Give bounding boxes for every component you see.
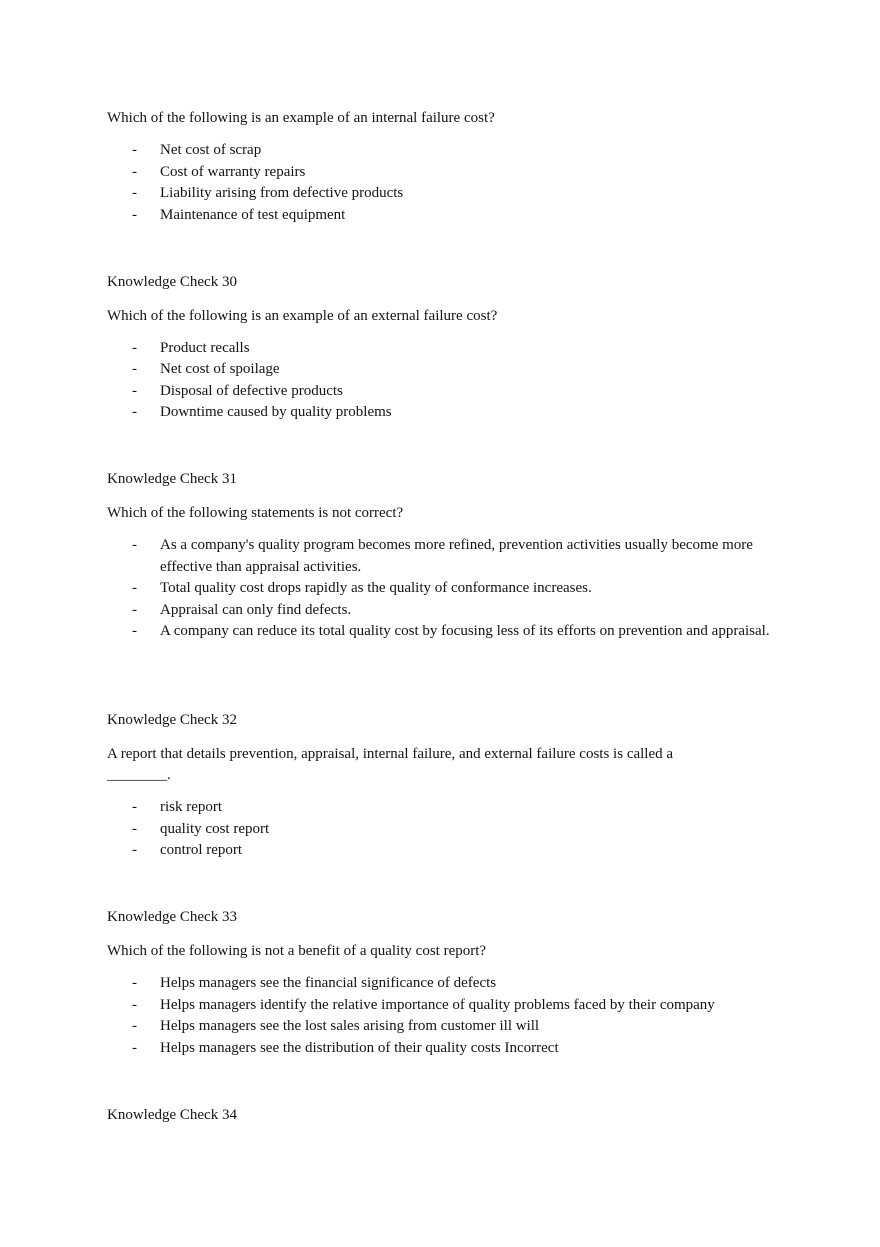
- option-text: Helps managers see the distribution of their quality costs Incorrect: [160, 1040, 559, 1056]
- option-text: Net cost of spoilage: [160, 361, 280, 377]
- option-text: A company can reduce its total quality cost by focusing less of its efforts on prevention and appraisal.: [160, 623, 770, 639]
- bullet-dash: -: [132, 537, 137, 553]
- bullet-dash: -: [132, 997, 137, 1013]
- option-item: [107, 578, 787, 600]
- option-item: [107, 600, 787, 622]
- option-item: [107, 162, 787, 184]
- section-heading: Knowledge Check 34: [107, 1107, 237, 1123]
- bullet-dash: -: [132, 361, 137, 377]
- question-text-continued: ________.: [107, 767, 171, 783]
- section-heading: Knowledge Check 30: [107, 274, 237, 290]
- option-item: [107, 797, 787, 819]
- bullet-dash: -: [132, 1040, 137, 1056]
- option-text: Cost of warranty repairs: [160, 164, 306, 180]
- bullet-dash: -: [132, 164, 137, 180]
- option-item: [107, 840, 787, 862]
- bullet-dash: -: [132, 142, 137, 158]
- option-item: [107, 1016, 787, 1038]
- option-text: Liability arising from defective products: [160, 185, 404, 201]
- option-text: Appraisal can only find defects.: [160, 602, 352, 618]
- bullet-dash: -: [132, 975, 137, 991]
- option-text: quality cost report: [160, 821, 270, 837]
- option-item: [107, 973, 787, 995]
- option-item: [107, 535, 787, 578]
- option-text: Net cost of scrap: [160, 142, 262, 158]
- option-item: [107, 995, 787, 1017]
- question-text: A report that details prevention, appraisal, internal failure, and external failure costs is called a: [107, 746, 674, 762]
- option-item: [107, 359, 787, 381]
- section-heading: Knowledge Check 32: [107, 712, 237, 728]
- bullet-dash: -: [132, 580, 137, 596]
- option-item: [107, 183, 787, 205]
- option-text: Maintenance of test equipment: [160, 207, 346, 223]
- bullet-dash: -: [132, 821, 137, 837]
- option-text: Downtime caused by quality problems: [160, 404, 392, 420]
- question-text: Which of the following statements is not correct?: [107, 505, 404, 521]
- section-heading: Knowledge Check 31: [107, 471, 237, 487]
- option-text: Disposal of defective products: [160, 383, 343, 399]
- bullet-dash: -: [132, 623, 137, 639]
- bullet-dash: -: [132, 404, 137, 420]
- bullet-dash: -: [132, 602, 137, 618]
- bullet-dash: -: [132, 185, 137, 201]
- option-text: Helps managers identify the relative importance of quality problems faced by their company: [160, 997, 715, 1013]
- bullet-dash: -: [132, 207, 137, 223]
- bullet-dash: -: [132, 383, 137, 399]
- option-item: [107, 205, 787, 227]
- section-heading: Knowledge Check 33: [107, 909, 237, 925]
- bullet-dash: -: [132, 1018, 137, 1034]
- option-item: [107, 338, 787, 360]
- bullet-dash: -: [132, 340, 137, 356]
- option-item: [107, 819, 787, 841]
- question-text: Which of the following is an example of an external failure cost?: [107, 308, 498, 324]
- option-item: [107, 402, 787, 424]
- option-item: [107, 621, 787, 643]
- option-text: control report: [160, 842, 243, 858]
- option-item: [107, 381, 787, 403]
- option-item: [107, 140, 787, 162]
- option-item: [107, 1038, 787, 1060]
- option-text: Total quality cost drops rapidly as the quality of conformance increases.: [160, 580, 592, 596]
- option-text: As a company's quality program becomes more refined, prevention activities usually become more effective than appraisal activities.: [160, 537, 753, 575]
- option-text: Product recalls: [160, 340, 250, 356]
- option-text: Helps managers see the lost sales arising from customer ill will: [160, 1018, 540, 1034]
- option-text: risk report: [160, 799, 223, 815]
- question-text: Which of the following is not a benefit of a quality cost report?: [107, 943, 487, 959]
- bullet-dash: -: [132, 842, 137, 858]
- question-text: Which of the following is an example of an internal failure cost?: [107, 110, 495, 126]
- bullet-dash: -: [132, 799, 137, 815]
- option-text: Helps managers see the financial significance of defects: [160, 975, 497, 991]
